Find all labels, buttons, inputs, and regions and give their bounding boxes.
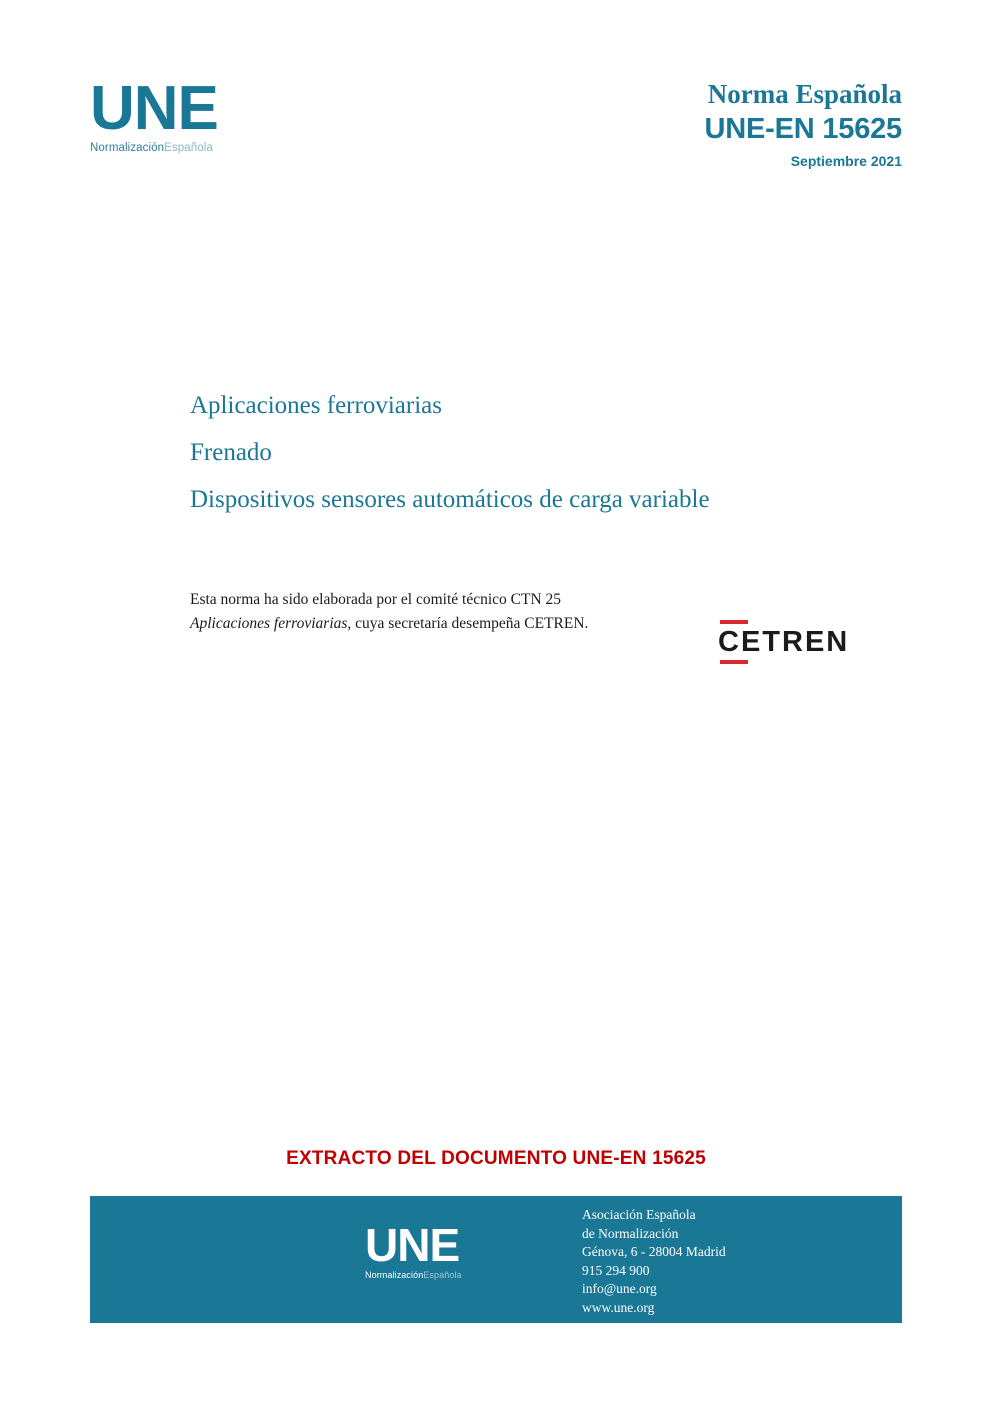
footer-address-line-3: Génova, 6 - 28004 Madrid <box>582 1244 726 1259</box>
cetren-logo-wordmark: CETREN <box>718 626 850 658</box>
page-header <box>90 74 902 208</box>
footer-address-line-2: de Normalización <box>582 1225 679 1241</box>
footer-une-logo-tagline-light: Española <box>423 1270 462 1280</box>
cetren-logo <box>718 620 868 664</box>
footer-phone: 915 294 900 <box>582 1262 650 1278</box>
title-line-3: Dispositivos sensores automáticos de carga variable <box>190 486 710 513</box>
title-line-2: Frenado <box>190 439 272 466</box>
footer-email[interactable]: info@une.org <box>582 1281 657 1296</box>
une-logo-tagline <box>90 142 250 154</box>
cetren-logo-top-bar <box>720 620 748 624</box>
standard-date: Septiembre 2021 <box>790 153 902 169</box>
title-line-1: Aplicaciones ferroviarias <box>190 392 442 419</box>
footer-website[interactable]: www.une.org <box>582 1299 655 1315</box>
une-logo-wordmark: UNE <box>90 74 218 143</box>
page-title <box>190 382 890 523</box>
footer-une-logo-wordmark: UNE <box>365 1219 460 1271</box>
standard-reference: UNE-EN 15625 <box>704 113 902 145</box>
une-logo-tagline-light: Española <box>164 142 213 154</box>
footer-une-logo <box>365 1219 545 1280</box>
cetren-logo-bottom-bar <box>720 660 748 664</box>
footer-une-logo-tagline-bold: Normalización <box>365 1270 424 1280</box>
standard-kind-label: Norma Española <box>707 79 902 109</box>
committee-note-italic: Aplicaciones ferroviarias <box>190 615 348 632</box>
committee-note <box>190 588 620 636</box>
committee-note-part1: Esta norma ha sido elaborada por el comité técnico CTN 25 <box>190 591 562 608</box>
extract-notice: EXTRACTO DEL DOCUMENTO UNE-EN 15625 <box>286 1148 706 1169</box>
une-logo <box>90 74 250 154</box>
standard-identification <box>705 78 902 174</box>
page-footer <box>90 1196 902 1323</box>
footer-address <box>582 1206 726 1317</box>
une-logo-tagline-bold: Normalización <box>90 142 165 154</box>
committee-note-part2: , cuya secretaría desempeña CETREN. <box>347 615 589 632</box>
footer-address-line-1: Asociación Española <box>582 1207 696 1222</box>
footer-une-logo-tagline <box>365 1270 545 1280</box>
